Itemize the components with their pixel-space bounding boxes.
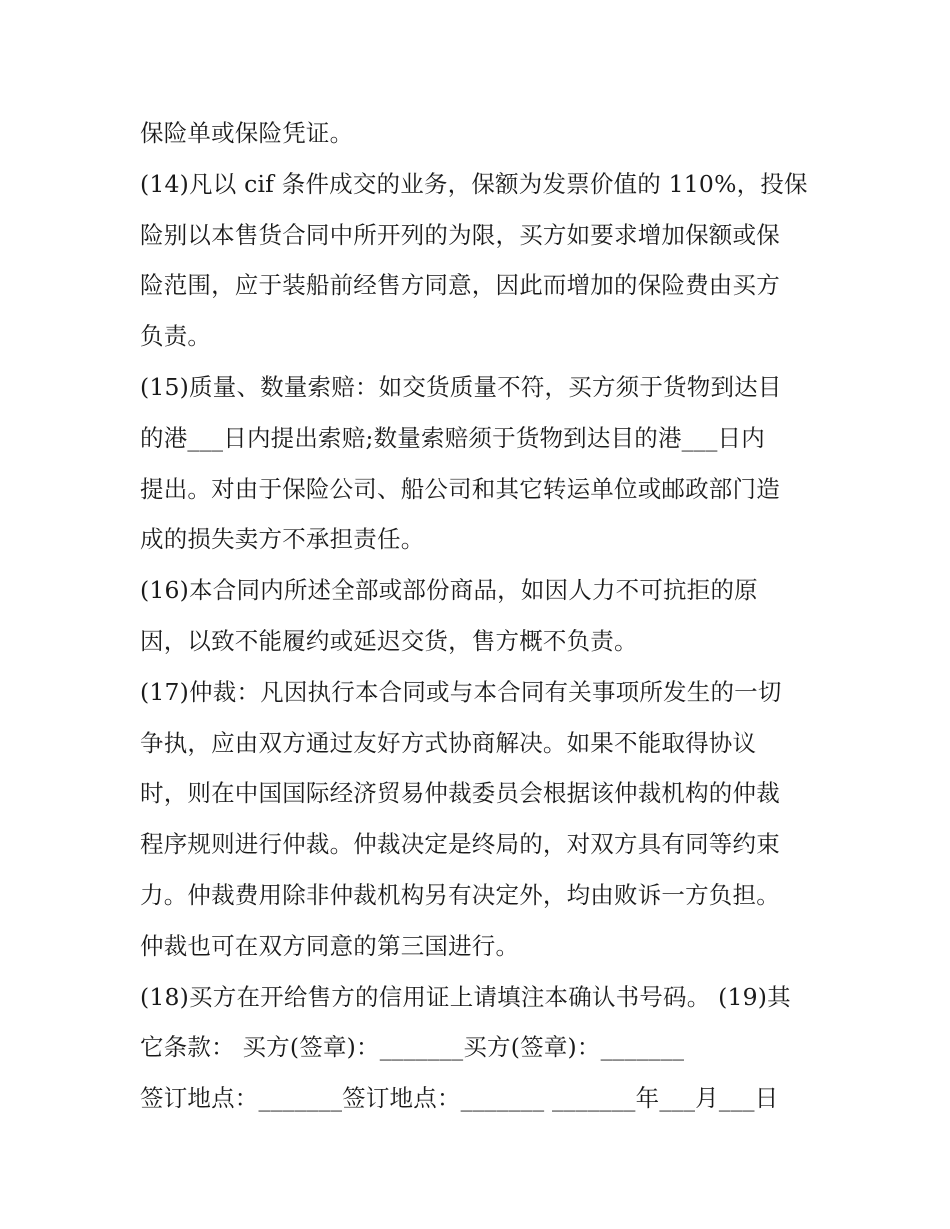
text-line: 成的损失卖方不承担责任。 xyxy=(140,525,425,554)
text-line: 仲裁也可在双方同意的第三国进行。 xyxy=(140,931,520,960)
text-line: (18)买方在开给售方的信用证上请填注本确认书号码。 (19)其 xyxy=(140,982,791,1011)
text-line: 的港___日内提出索赔;数量索赔须于货物到达目的港___日内 xyxy=(140,423,765,452)
text-line: 负责。 xyxy=(140,322,212,351)
text-line: 险范围，应于装船前经售方同意，因此而增加的保险费由买方 xyxy=(140,271,780,300)
text-line: 争执，应由双方通过友好方式协商解决。如果不能取得协议 xyxy=(140,728,757,757)
text-line: (14)凡以 cif 条件成交的业务，保额为发票价值的 110%，投保 xyxy=(140,169,808,198)
text-line: 时，则在中国国际经济贸易仲裁委员会根据该仲裁机构的仲裁 xyxy=(140,779,780,808)
text-line: 险别以本售货合同中所开列的为限，买方如要求增加保额或保 xyxy=(140,220,780,249)
document-page xyxy=(140,108,820,1124)
text-line: 保险单或保险凭证。 xyxy=(140,119,354,147)
text-line: (16)本合同内所述全部或部份商品，如因人力不可抗拒的原 xyxy=(140,576,758,605)
text-line: 力。仲裁费用除非仲裁机构另有决定外，均由败诉一方负担。 xyxy=(140,880,780,909)
text-line: 程序规则进行仲裁。仲裁决定是终局的，对双方具有同等约束 xyxy=(140,830,780,859)
text-line: 签订地点：_______签订地点：_______ _______年___月___日 xyxy=(140,1084,779,1113)
text-line: 因，以致不能履约或延迟交货，售方概不负责。 xyxy=(140,626,638,655)
text-line: (17)仲裁：凡因执行本合同或与本合同有关事项所发生的一切 xyxy=(140,677,782,706)
text-line: 提出。对由于保险公司、船公司和其它转运单位或邮政部门造 xyxy=(140,474,780,503)
text-line: (15)质量、数量索赔：如交货质量不符，买方须于货物到达目 xyxy=(140,372,782,401)
text-line: 它条款： 买方(签章)：_______买方(签章)：_______ xyxy=(140,1033,685,1062)
